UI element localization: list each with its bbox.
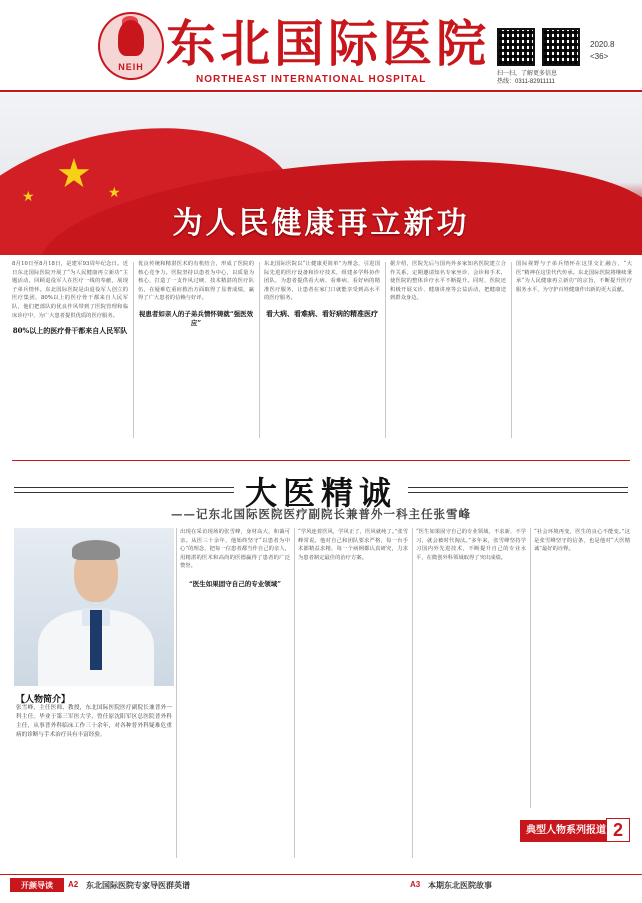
star-icon: ★: [56, 151, 92, 197]
issue-number: <36>: [590, 52, 609, 61]
article-text: “社会环境再变，医生的良心不能变。”这是张雪峰坚守的信条，也是他对“大医精诚”最好的诠释。: [534, 529, 630, 553]
column-divider: [133, 262, 134, 438]
column-divider: [412, 528, 413, 858]
article-text: “医生如果固守自己的专业领域，不求新、不学习，就会被时代淘汰。”多年来，张雪峰坚持学习国内外先进技术，不断提升自己的专业水平，在微创外科领域取得了突出成绩。: [416, 529, 526, 561]
hospital-name: 东北国际医院: [166, 14, 490, 73]
article-text: 出现在采访现场的张雪峰，身材高大，和蔼可亲。从医三十余年，他始终坚守“以患者为中心”的理念，把每一位患者都当作自己的亲人，用精湛的医术和高尚的医德赢得了患者的广泛赞誉。: [180, 529, 290, 570]
pull-quote: “医生如果固守自己的专业领域”: [189, 579, 281, 588]
article-column: [138, 260, 254, 440]
article-text: 国际视野与子弟兵情怀在这里交汇融合，“大医”精神在这里代代传承。东北国际医院将继续秉承“为人民健康再立新功”的宗旨，不断提升医疗服务水平，为守护百姓健康作出新的更大贡献。: [516, 261, 632, 293]
column-divider: [511, 262, 512, 438]
column-divider: [259, 262, 260, 438]
doctor-portrait: [14, 528, 174, 686]
qr-hotline: 热线：0311-82911111: [497, 79, 555, 85]
header-rule: [0, 90, 642, 92]
feature-subtitle: ——记东北国际医院医疗副院长兼普外一科主任张雪峰: [171, 507, 471, 521]
footer-page-a2[interactable]: A2: [68, 880, 79, 889]
star-icon: ★: [22, 189, 35, 205]
star-icon: ★: [108, 185, 121, 201]
hospital-name-en: NORTHEAST INTERNATIONAL HOSPITAL: [196, 74, 427, 85]
column-divider: [294, 528, 295, 858]
article-column: [298, 528, 408, 858]
column-divider: [176, 528, 177, 858]
column-divider: [385, 262, 386, 438]
issue-date: 2020.8: [590, 40, 615, 49]
bio-text: 张雪峰，主任医师、教授，东北国际医院医疗副院长兼普外一科主任。毕业于第三军医大学，曾任原沈阳军区总医院普外科主任，从事普外科临床工作三十余年，对各种普外科疑难危重病的诊断与手术治疗具有丰富经验。: [16, 705, 172, 738]
hospital-logo: [98, 12, 164, 80]
series-number: 2: [606, 818, 630, 842]
article-text: 据介绍，医院先后与国内外多家知名医院建立合作关系，定期邀请知名专家坐诊、会诊和手术，使医院的整体诊疗水平不断提升。同时，医院还积极开展义诊、健康讲座等公益活动，把健康送到群众身边。: [390, 261, 506, 302]
logo-text: NEIH: [118, 62, 144, 72]
article-column: [390, 260, 506, 440]
section-rule: [12, 460, 630, 461]
article-column: [534, 528, 630, 794]
article-column: [416, 528, 526, 858]
footer-link-a2[interactable]: 东北国际医院专家导医群英谱: [86, 880, 190, 890]
qr-code-icon: [497, 28, 535, 66]
bio-title: 【人物简介】: [16, 695, 71, 705]
article-subhead: 看大病、看难病、看好病的精准医疗: [266, 308, 378, 318]
article-column: [516, 260, 632, 440]
footer-label: 开颜导读: [10, 878, 64, 892]
article-column: [12, 260, 128, 440]
qr-caption: 扫一扫，了解更多信息: [497, 71, 558, 77]
article-text: 优良传统和精湛医术的有机结合，形成了医院的核心竞争力。医院坚持以患者为中心，以质量为核心，打造了一支作风过硬、技术精湛的医疗队伍，在疑难危重症救治方面取得了显著成绩，赢得了广大患者的信赖与好评。: [138, 261, 254, 302]
column-divider: [530, 528, 531, 808]
hair: [72, 540, 120, 560]
qr-code-icon: [542, 28, 580, 66]
article-text: 8月10日至8月18日，是建军93周年纪念日。近日东北国际医院开展了“为人民健康再立新功”主题活动，回顾退役军人在医疗一线的奉献，展现子弟兵情怀。东北国际医院是由退役军人创立的医疗集团，80%以上的医疗骨干都来自人民军队，他们把部队的优良作风带到了医院管理和临床诊疗中，为广大患者提供优质的医疗服务。: [12, 261, 128, 319]
article-text: “学风连着医风，学风正了，医风就纯了。”张雪峰常说。他对自己和团队要求严格，每一台手术都精益求精，每一个病例都认真研究，力求为患者制定最佳的治疗方案。: [298, 529, 408, 561]
article-subhead: 视患者如亲人的子弟兵情怀铸就“强医效应”: [138, 309, 254, 327]
article-text: 东北国际医院以“让健康更简单”为理念，引进国际先进的医疗设备和诊疗技术，组建多学科协作团队，为患者提供看大病、看难病、看好病的精准医疗服务，让患者在家门口就能享受到高水平的医疗服务。: [264, 261, 380, 302]
rooster-icon: [118, 20, 144, 56]
hero-headline: 为人民健康再立新功: [172, 206, 470, 241]
footer-link-a3[interactable]: 本期东北医院故事: [428, 880, 492, 890]
tie: [90, 610, 102, 670]
series-tag: 典型人物系列报道: [520, 820, 630, 842]
footer-page-a3[interactable]: A3: [410, 880, 421, 889]
article-column: [264, 260, 380, 440]
article-column: [180, 528, 290, 858]
feature-title: 大医精诚: [244, 474, 397, 512]
article-subhead: 80%以上的医疗骨干都来自人民军队: [12, 326, 128, 336]
